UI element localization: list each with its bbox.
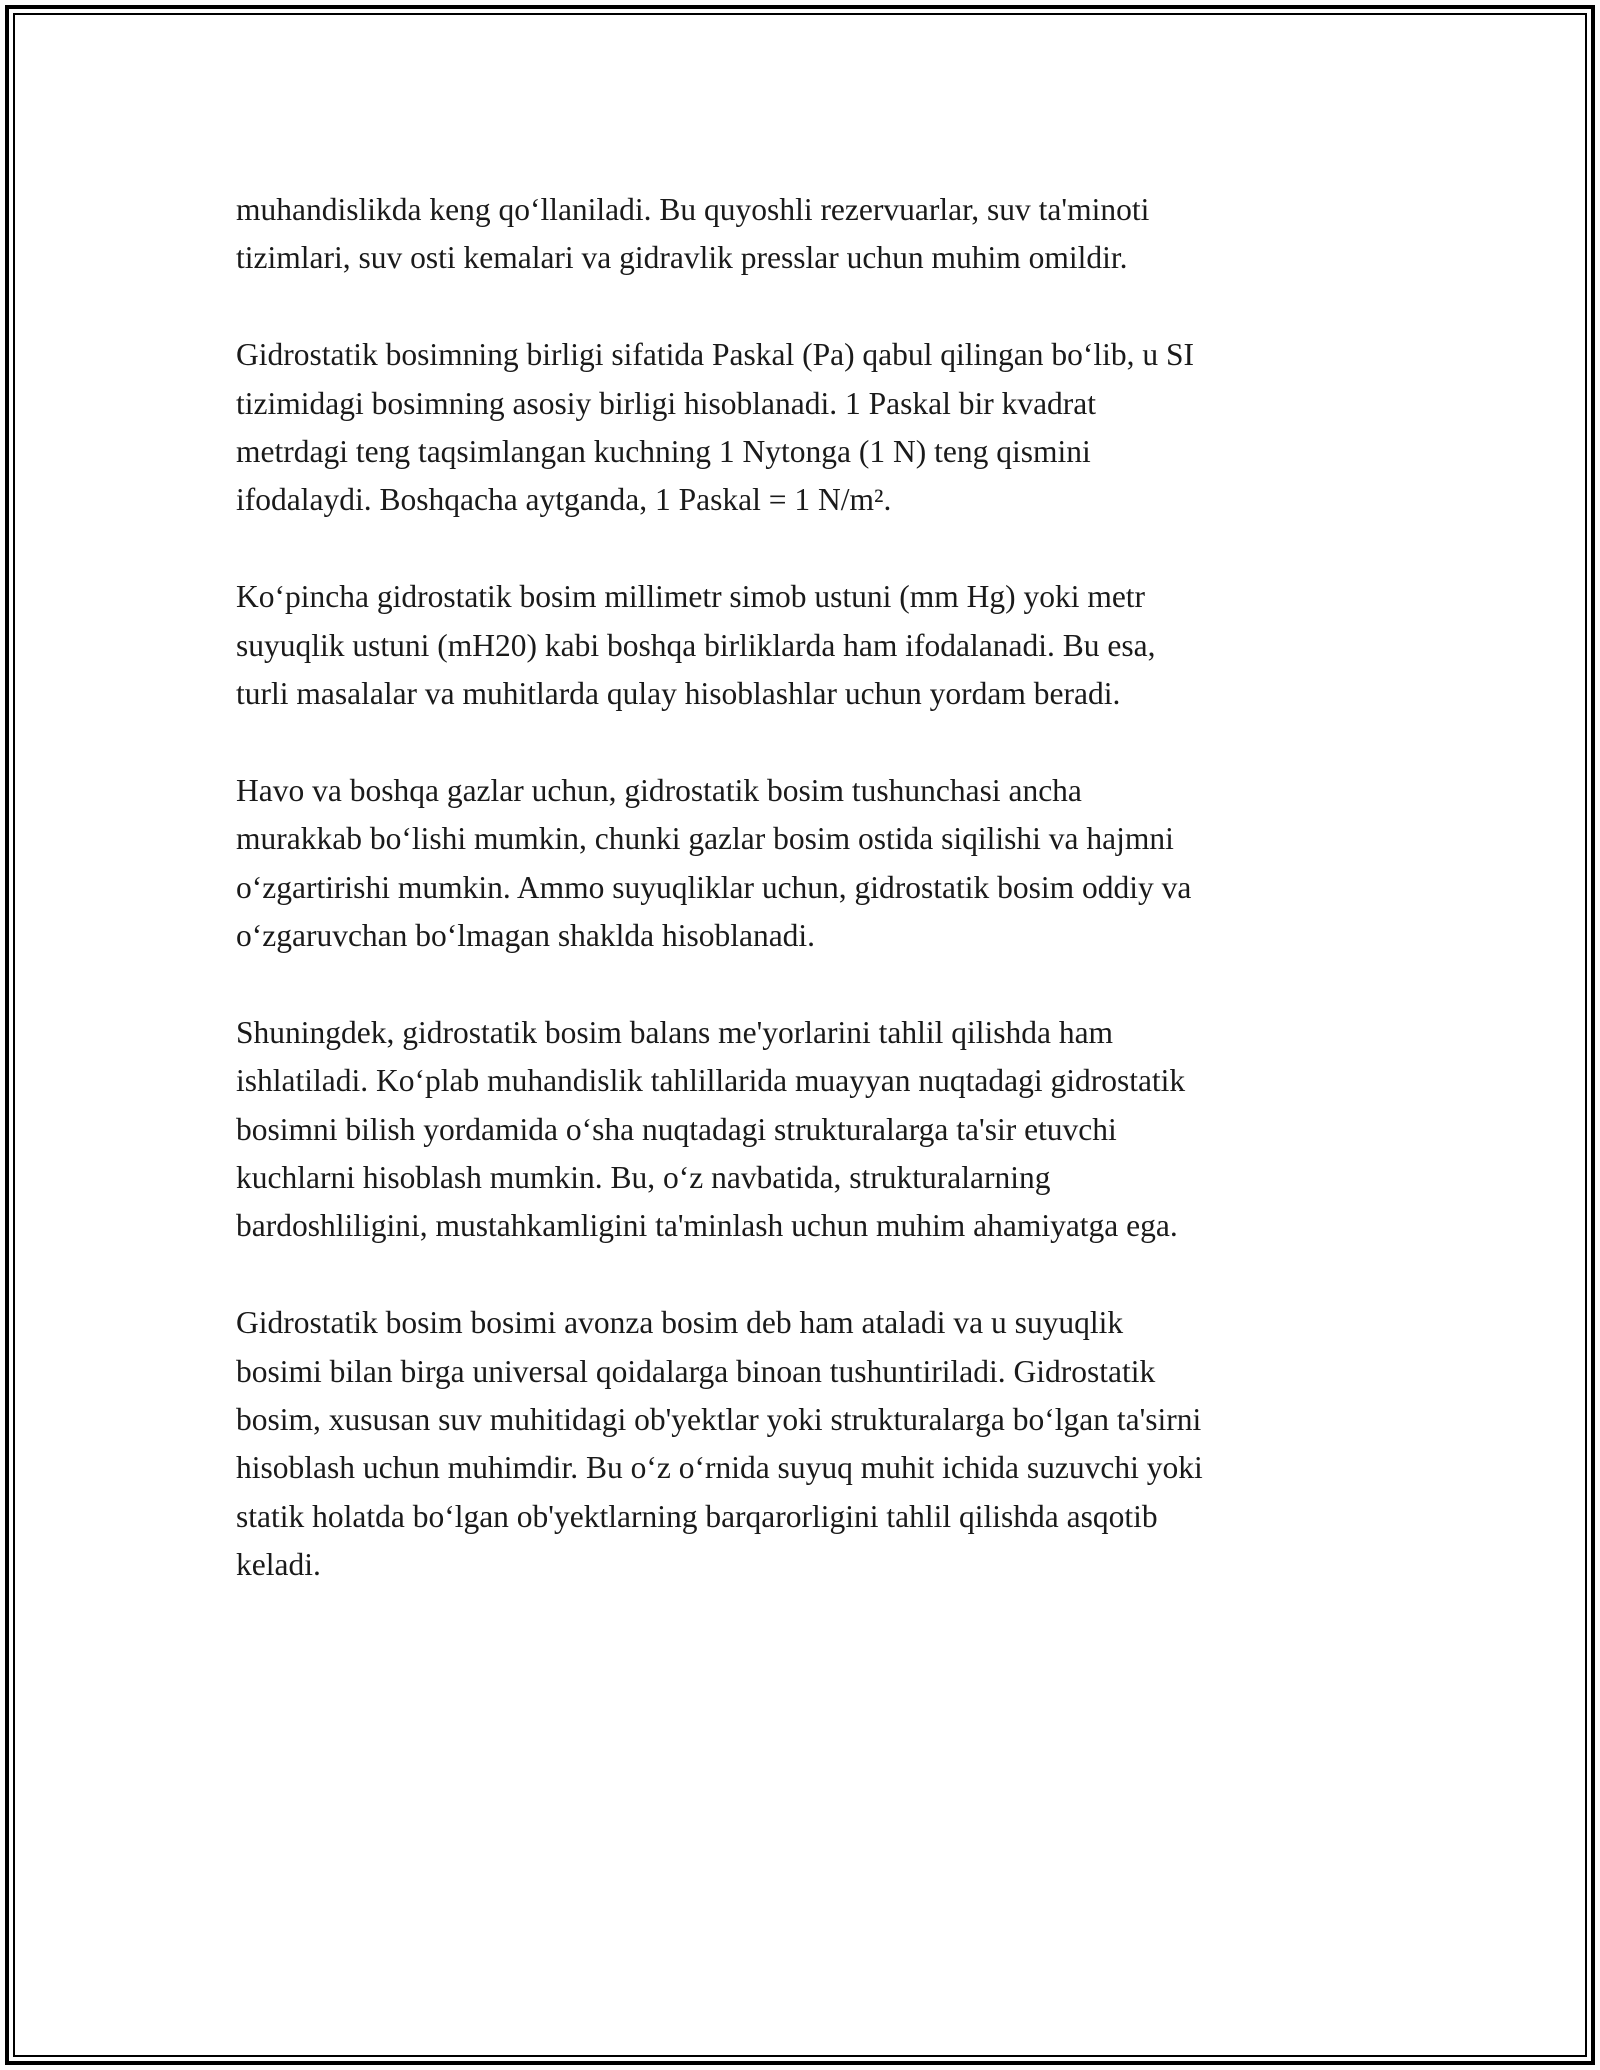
- text-line: bosimi bilan birga universal qoidalarga binoan tushuntiriladi. Gidrostatik: [236, 1353, 1156, 1389]
- text-line: suyuqlik ustuni (mH20) kabi boshqa birliklarda ham ifodalanadi. Bu esa,: [236, 627, 1156, 663]
- text-line: o‘zgaruvchan bo‘lmagan shaklda hisoblanadi.: [236, 918, 816, 954]
- text-line: Havo va boshqa gazlar uchun, gidrostatik bosim tushunchasi ancha: [236, 772, 1082, 808]
- text-line: Shuningdek, gidrostatik bosim balans me'yorlarini tahlil qilishda ham: [236, 1014, 1114, 1050]
- paragraph-2: [236, 331, 1376, 525]
- text-line: o‘zgartirishi mumkin. Ammo suyuqliklar uchun, gidrostatik bosim oddiy va: [236, 869, 1192, 905]
- paragraph-4: [236, 767, 1376, 961]
- text-line: muhandislikda keng qo‘llaniladi. Bu quyoshli rezervuarlar, suv ta'minoti: [236, 192, 1150, 227]
- text-line: turli masalalar va muhitlarda qulay hisoblashlar uchun yordam beradi.: [236, 676, 1121, 712]
- text-line: kuchlarni hisoblash mumkin. Bu, o‘z navbatida, strukturalarning: [236, 1160, 1051, 1196]
- text-line: statik holatda bo‘lgan ob'yektlarning barqarorligini tahlil qilishda asqotib: [236, 1498, 1158, 1534]
- text-line: tizimidagi bosimning asosiy birligi hisoblanadi. 1 Paskal bir kvadrat: [236, 385, 1097, 421]
- paragraph-1: [236, 186, 1376, 283]
- text-line: Ko‘pincha gidrostatik bosim millimetr simob ustuni (mm Hg) yoki metr: [236, 579, 1146, 615]
- text-line: bardoshliligini, mustahkamligini ta'minlash uchun muhim ahamiyatga ega.: [236, 1208, 1178, 1244]
- text-line: ishlatiladi. Ko‘plab muhandislik tahlillarida muayyan nuqtadagi gidrostatik: [236, 1063, 1186, 1099]
- text-line: murakkab bo‘lishi mumkin, chunki gazlar bosim ostida siqilishi va hajmni: [236, 821, 1174, 857]
- text-line: Gidrostatik bosim bosimi avonza bosim deb ham ataladi va u suyuqlik: [236, 1305, 1124, 1341]
- paragraph-6: [236, 1299, 1376, 1589]
- text-line: Gidrostatik bosimning birligi sifatida Paskal (Pa) qabul qilingan bo‘lib, u SI: [236, 337, 1195, 373]
- text-line: hisoblash uchun muhimdir. Bu o‘z o‘rnida suyuq muhit ichida suzuvchi yoki: [236, 1450, 1203, 1486]
- text-line: bosimni bilish yordamida o‘sha nuqtadagi strukturalarga ta'sir etuvchi: [236, 1111, 1117, 1147]
- text-line: tizimlari, suv osti kemalari va gidravlik presslar uchun muhim omildir.: [236, 240, 1128, 276]
- text-line: ifodalaydi. Boshqacha aytganda, 1 Paskal = 1 N/m².: [236, 482, 892, 518]
- text-line: bosim, xususan suv muhitidagi ob'yektlar yoki strukturalarga bo‘lgan ta'sirni: [236, 1402, 1202, 1438]
- paragraph-5: [236, 1009, 1376, 1251]
- paragraph-3: [236, 573, 1376, 718]
- text-line: keladi.: [236, 1547, 321, 1583]
- text-line: metrdagi teng taqsimlangan kuchning 1 Nytonga (1 N) teng qismini: [236, 434, 1091, 470]
- document-body: [236, 186, 1376, 1638]
